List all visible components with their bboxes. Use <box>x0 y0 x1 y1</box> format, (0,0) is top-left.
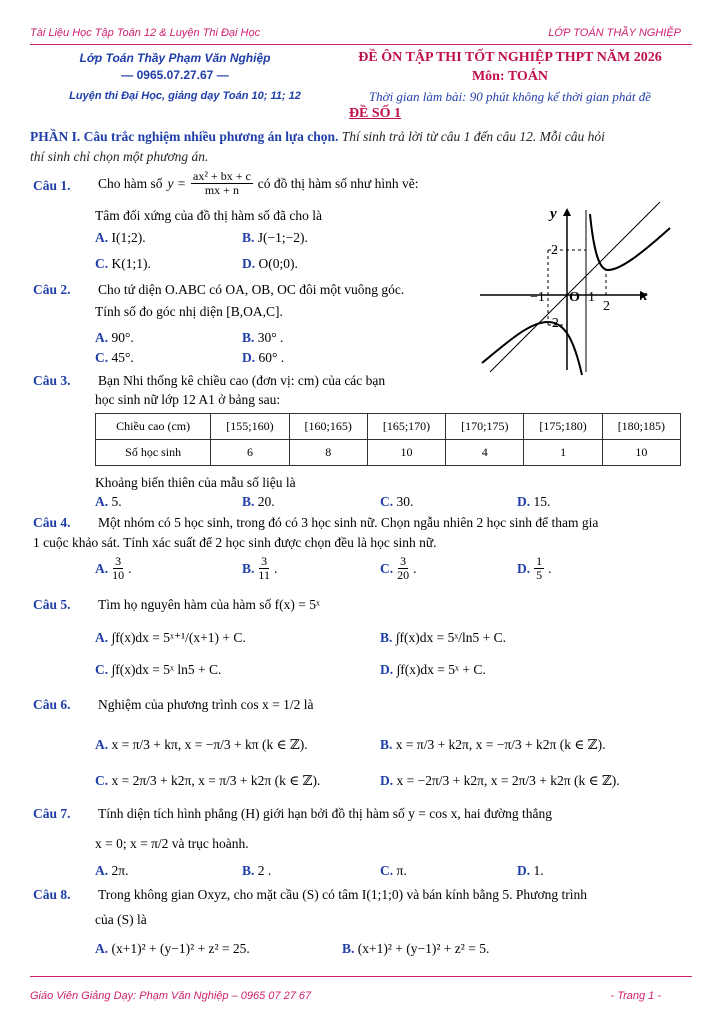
q4-option-c[interactable]: C. $\frac{3}{20}$ . <box>380 554 417 582</box>
q3-label: Câu 3. <box>33 373 71 388</box>
q2-option-d[interactable]: D. 60° . <box>242 350 285 365</box>
q6-option-c[interactable]: C. x = 2π/3 + k2π, x = π/3 + k2π (k ∈ ℤ). <box>95 773 321 788</box>
table-cell: [165;170) <box>367 414 445 440</box>
q6-option-b[interactable]: B. x = π/3 + k2π, x = −π/3 + k2π (k ∈ ℤ). <box>380 737 606 752</box>
exam-code: ĐỀ SỐ 1 <box>348 106 402 121</box>
q6-option-a[interactable]: A. x = π/3 + kπ, x = −π/3 + kπ (k ∈ ℤ). <box>95 737 308 752</box>
q5-option-b[interactable]: B. ∫f(x)dx = 5ˣ/ln5 + C. <box>380 630 506 645</box>
q3-option-b[interactable]: B. 20. <box>242 494 275 509</box>
teacher-tagline: Luyện thi Đại Học, giảng dạy Toán 10; 11; 12 <box>69 90 301 102</box>
q8-text: Trong không gian Oxyz, cho mặt cầu (S) có tâm I(1;1;0) và bán kính bằng 5. Phương trình <box>98 887 588 902</box>
header-right: LỚP TOÁN THẦY NGHIỆP <box>548 27 681 39</box>
table-cell: Chiều cao (cm) <box>96 414 211 440</box>
q8-option-b[interactable]: B. (x+1)² + (y−1)² + z² = 5. <box>342 941 490 956</box>
q1-option-d[interactable]: D. O(0;0). <box>242 256 298 271</box>
q5-option-d[interactable]: D. ∫f(x)dx = 5ˣ + C. <box>380 662 486 677</box>
footer-rule <box>30 976 692 977</box>
q7-text: Tính diện tích hình phẳng (H) giới hạn bởi đồ thị hàm số y = cos x, hai đường thẳng <box>98 806 553 821</box>
q8-option-a[interactable]: A. (x+1)² + (y−1)² + z² = 25. <box>95 941 250 956</box>
q7-text2: x = 0; x = π/2 và trục hoành. <box>95 836 249 851</box>
footer-left: Giáo Viên Giảng Dạy: Phạm Văn Nghiệp – 0965 07 27 67 <box>30 990 312 1002</box>
q7-option-c[interactable]: C. π. <box>380 863 407 878</box>
q2-text: Cho tứ diện O.ABC có OA, OB, OC đôi một vuông góc. <box>98 282 405 297</box>
teacher-name: Lớp Toán Thầy Phạm Văn Nghiệp <box>79 51 271 65</box>
q5-label: Câu 5. <box>33 597 71 612</box>
function-graph <box>470 200 685 380</box>
q3-option-a[interactable]: A. 5. <box>95 494 122 509</box>
table-cell: 6 <box>211 440 289 466</box>
table-row <box>96 440 681 466</box>
footer-page-number: - Trang 1 - <box>610 990 661 1002</box>
q1-option-c[interactable]: C. K(1;1). <box>95 256 151 271</box>
label-o: O <box>569 290 580 305</box>
q2-option-b[interactable]: B. 30° . <box>242 330 284 345</box>
table-cell: [175;180) <box>524 414 602 440</box>
table-cell: [160;165) <box>289 414 367 440</box>
height-table <box>95 413 681 466</box>
q5-option-a[interactable]: A. ∫f(x)dx = 5ˣ⁺¹/(x+1) + C. <box>95 630 246 645</box>
table-cell: Số học sinh <box>96 440 211 466</box>
q4-text: Một nhóm có 5 học sinh, trong đó có 3 học sinh nữ. Chọn ngẫu nhiên 2 học sinh để tham gia <box>98 515 599 530</box>
q7-label: Câu 7. <box>33 806 71 821</box>
table-cell: 4 <box>446 440 524 466</box>
tick-y-minus2: −2 <box>544 316 559 331</box>
q5-option-c[interactable]: C. ∫f(x)dx = 5ˣ ln5 + C. <box>95 662 222 677</box>
q1-option-a[interactable]: A. I(1;2). <box>95 230 146 245</box>
part1-heading: PHẦN I. Câu trắc nghiệm nhiều phương án lựa chọn. Thí sinh trả lời từ câu 1 đến câu 12. Mỗi câu hỏi thí sinh chỉ chọn một phương án. <box>30 129 605 164</box>
q8-label: Câu 8. <box>33 887 71 902</box>
table-cell: [170;175) <box>446 414 524 440</box>
q1-ask: Tâm đối xứng của đồ thị hàm số đã cho là <box>95 208 323 223</box>
q6-text: Nghiệm của phương trình cos x = 1/2 là <box>98 697 314 712</box>
q2-label: Câu 2. <box>33 282 71 297</box>
q2-option-c[interactable]: C. 45°. <box>95 350 134 365</box>
oblique-asymptote <box>490 202 660 372</box>
tick-x-minus1: −1 <box>530 290 545 305</box>
tick-y-2: 2 <box>551 243 558 258</box>
table-row <box>96 414 681 440</box>
exam-title: ĐỀ ÔN TẬP THI TỐT NGHIỆP THPT NĂM 2026 <box>358 50 662 65</box>
q3-option-c[interactable]: C. 30. <box>380 494 414 509</box>
q3-option-d[interactable]: D. 15. <box>517 494 551 509</box>
q4-text2: 1 cuộc khảo sát. Tính xác suất để 2 học sinh được chọn đều là học sinh nữ. <box>33 535 437 550</box>
teacher-phone: — 0965.07.27.67 — <box>121 68 229 82</box>
q4-label: Câu 4. <box>33 515 71 530</box>
table-cell: 10 <box>367 440 445 466</box>
q8-text2: của (S) là <box>95 912 147 927</box>
header-rule <box>30 44 692 45</box>
q3-text2: học sinh nữ lớp 12 A1 ở bảng sau: <box>95 392 281 407</box>
q4-option-b[interactable]: B. $\frac{3}{11}$ . <box>242 554 278 582</box>
table-cell: 8 <box>289 440 367 466</box>
table-cell: 1 <box>524 440 602 466</box>
tick-x-2: 2 <box>603 299 610 314</box>
table-cell: [155;160) <box>211 414 289 440</box>
table-cell: 10 <box>602 440 680 466</box>
header-left: Tài Liệu Học Tập Toán 12 & Luyện Thi Đại Học <box>30 27 261 39</box>
q2-text2: Tính số đo góc nhị diện [B,OA,C]. <box>95 304 283 319</box>
q6-label: Câu 6. <box>33 697 71 712</box>
tick-x-1: 1 <box>588 290 595 305</box>
q7-option-d[interactable]: D. 1. <box>517 863 544 878</box>
q7-option-b[interactable]: B. 2 . <box>242 863 272 878</box>
q1-label: Câu 1. <box>33 178 71 193</box>
right-branch <box>590 214 670 270</box>
q1-stem: Cho hàm số y = $\frac{\text{ax² + bx + c}}{mx + n}$ có đồ thị hàm số như hình vẽ: <box>98 169 419 197</box>
q1-option-b[interactable]: B. J(−1;−2). <box>242 230 308 245</box>
label-x: x <box>640 288 648 304</box>
q2-option-a[interactable]: A. 90°. <box>95 330 134 345</box>
q6-option-d[interactable]: D. x = −2π/3 + k2π, x = 2π/3 + k2π (k ∈ ℤ). <box>380 773 620 788</box>
q4-option-d[interactable]: D. $\frac{1}{5}$ . <box>517 554 552 582</box>
exam-time: Thời gian làm bài: 90 phút không kể thời gian phát đề <box>368 89 652 104</box>
q3-text: Bạn Nhi thống kê chiều cao (đơn vị: cm) của các bạn <box>98 373 386 388</box>
label-y: y <box>550 206 557 222</box>
exam-subject: Môn: TOÁN <box>471 69 549 84</box>
table-cell: [180;185) <box>602 414 680 440</box>
q5-text: Tìm họ nguyên hàm của hàm số f(x) = 5ˣ <box>98 597 320 612</box>
q3-ask: Khoảng biến thiên của mẫu số liệu là <box>95 475 296 490</box>
q4-option-a[interactable]: A. $\frac{3}{10}$ . <box>95 554 132 582</box>
q7-option-a[interactable]: A. 2π. <box>95 863 129 878</box>
